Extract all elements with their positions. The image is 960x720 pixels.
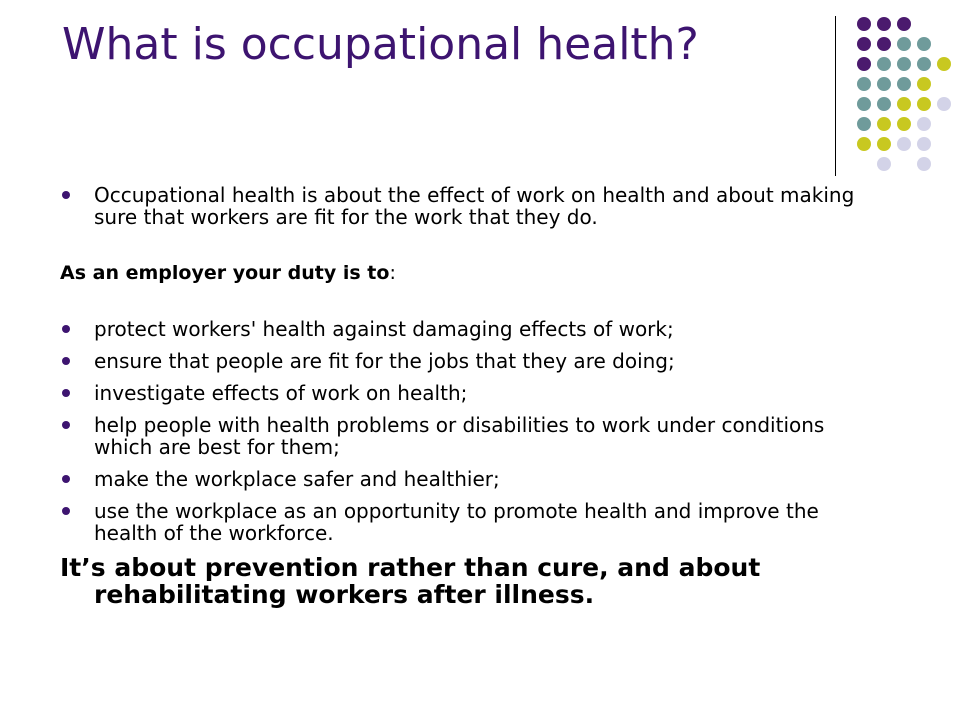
intro-bullet: Occupational health is about the effect of work on health and about making sure that workers are fit for the work that they do. [60, 184, 860, 228]
dot [897, 97, 911, 111]
dot [857, 97, 871, 111]
duty-heading-text: As an employer your duty is to [60, 262, 390, 284]
dot [877, 57, 891, 71]
dot [877, 77, 891, 91]
decorative-dot-grid [850, 10, 960, 170]
duty-item: help people with health problems or disabilities to work under conditions which are best for them; [60, 414, 860, 458]
dot [897, 17, 911, 31]
closing-statement: It’s about prevention rather than cure, and about rehabilitating workers after illness. [60, 553, 761, 609]
duty-heading-colon: : [389, 262, 396, 284]
title-divider-line [835, 16, 836, 176]
dot [877, 17, 891, 31]
dot [877, 117, 891, 131]
duty-item: protect workers' health against damaging effects of work; [60, 318, 860, 340]
dot [917, 57, 931, 71]
dot [857, 37, 871, 51]
slide-title: What is occupational health? [62, 19, 699, 70]
dot [937, 97, 951, 111]
dot [877, 137, 891, 151]
dot [877, 37, 891, 51]
dot [917, 37, 931, 51]
duty-list [60, 318, 860, 544]
dot [877, 157, 891, 171]
dot [917, 77, 931, 91]
duty-item: make the workplace safer and healthier; [60, 468, 860, 490]
dot [857, 77, 871, 91]
duty-item: use the workplace as an opportunity to promote health and improve the health of the workforce. [60, 500, 860, 544]
dot [857, 117, 871, 131]
duty-heading [60, 262, 860, 284]
duty-item: investigate effects of work on health; [60, 382, 860, 404]
dot [857, 137, 871, 151]
dot [917, 137, 931, 151]
dot [857, 17, 871, 31]
dot [857, 57, 871, 71]
dot [897, 117, 911, 131]
dot [897, 57, 911, 71]
dot [937, 57, 951, 71]
dot [917, 117, 931, 131]
duty-item: ensure that people are fit for the jobs that they are doing; [60, 350, 860, 372]
dot [897, 77, 911, 91]
dot [897, 37, 911, 51]
slide-body [60, 180, 860, 608]
dot [897, 137, 911, 151]
dot [877, 97, 891, 111]
dot [917, 97, 931, 111]
dot [917, 157, 931, 171]
